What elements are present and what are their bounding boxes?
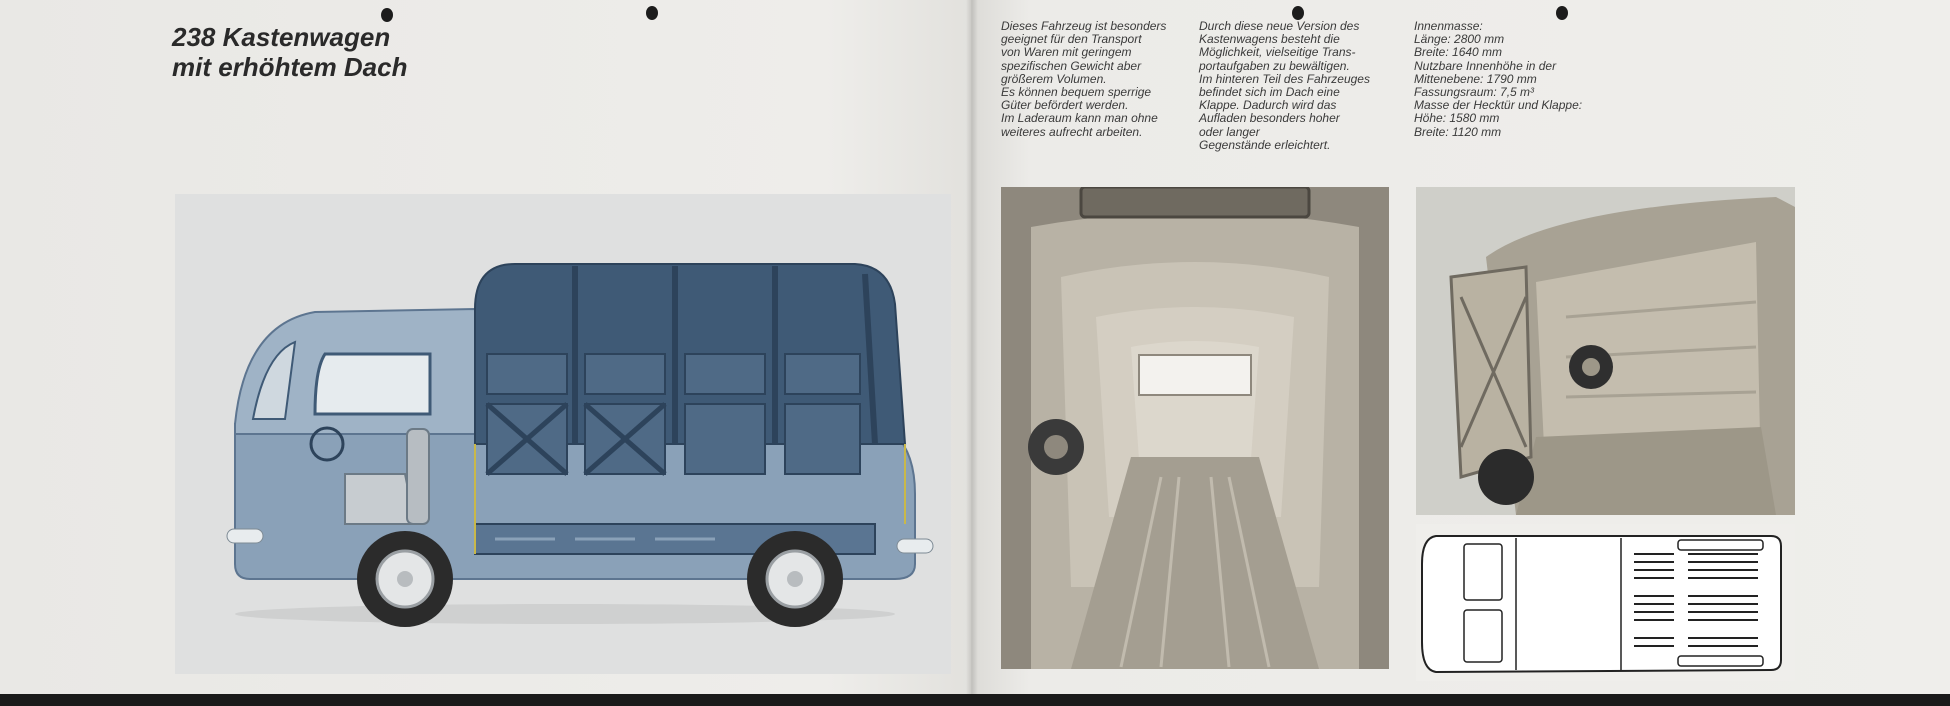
- punch-hole: [646, 6, 658, 20]
- specs-heading: Innenmasse:: [1414, 19, 1483, 33]
- top-view-floor-plan: [1416, 524, 1795, 681]
- description-column-2: Durch diese neue Version des Kastenwagens besteht die Möglichkeit, vielseitige Trans- portaufgaben zu bewältigen. Im hinteren Teil des Fahrzeuges befindet sich im Dach eine Klappe. Dadurch wird das Aufladen besonders hoher oder langer Gegenstände erleichtert.: [1199, 19, 1370, 152]
- spec-width: Breite: 1640 mm: [1414, 45, 1503, 60]
- spec-capacity: Fassungsraum: 7,5 m³: [1414, 85, 1535, 100]
- spec-length: Länge: 2800 mm: [1414, 32, 1505, 47]
- door-heading: Masse der Hecktür und Klappe:: [1414, 98, 1583, 113]
- punch-hole: [1292, 6, 1304, 20]
- rear-open-door-photo: [1416, 187, 1795, 515]
- van-cutaway-illustration: [175, 194, 951, 674]
- door-height: Höhe: 1580 mm: [1414, 111, 1500, 126]
- description-column-1: Dieses Fahrzeug ist besonders geeignet für den Transport von Waren mit geringem spezifischen Gewicht aber größerem Volumen. Es können bequem sperrige Güter befördert werden. Im Laderaum kann man ohne weiteres aufrecht arbeiten.: [1001, 19, 1167, 139]
- page-title: 238 Kastenwagen mit erhöhtem Dach: [172, 22, 408, 82]
- door-width: Breite: 1120 mm: [1414, 124, 1502, 139]
- specs-column: Innenmasse: Länge: 2800 mm Breite: 1640 mm Nutzbare Innenhöhe in der Mittenebene: 1790 mm Fassungsraum: 7,5 m³ Masse der Hecktür und Klappe: Höhe: 1580 mm Breite: 1120 mm: [1414, 19, 1583, 139]
- punch-hole: [1556, 6, 1568, 20]
- book-gutter: [966, 0, 978, 694]
- punch-hole: [381, 8, 393, 22]
- cargo-interior-photo: [1001, 187, 1389, 669]
- spec-height: Mittenebene: 1790 mm: [1414, 71, 1537, 86]
